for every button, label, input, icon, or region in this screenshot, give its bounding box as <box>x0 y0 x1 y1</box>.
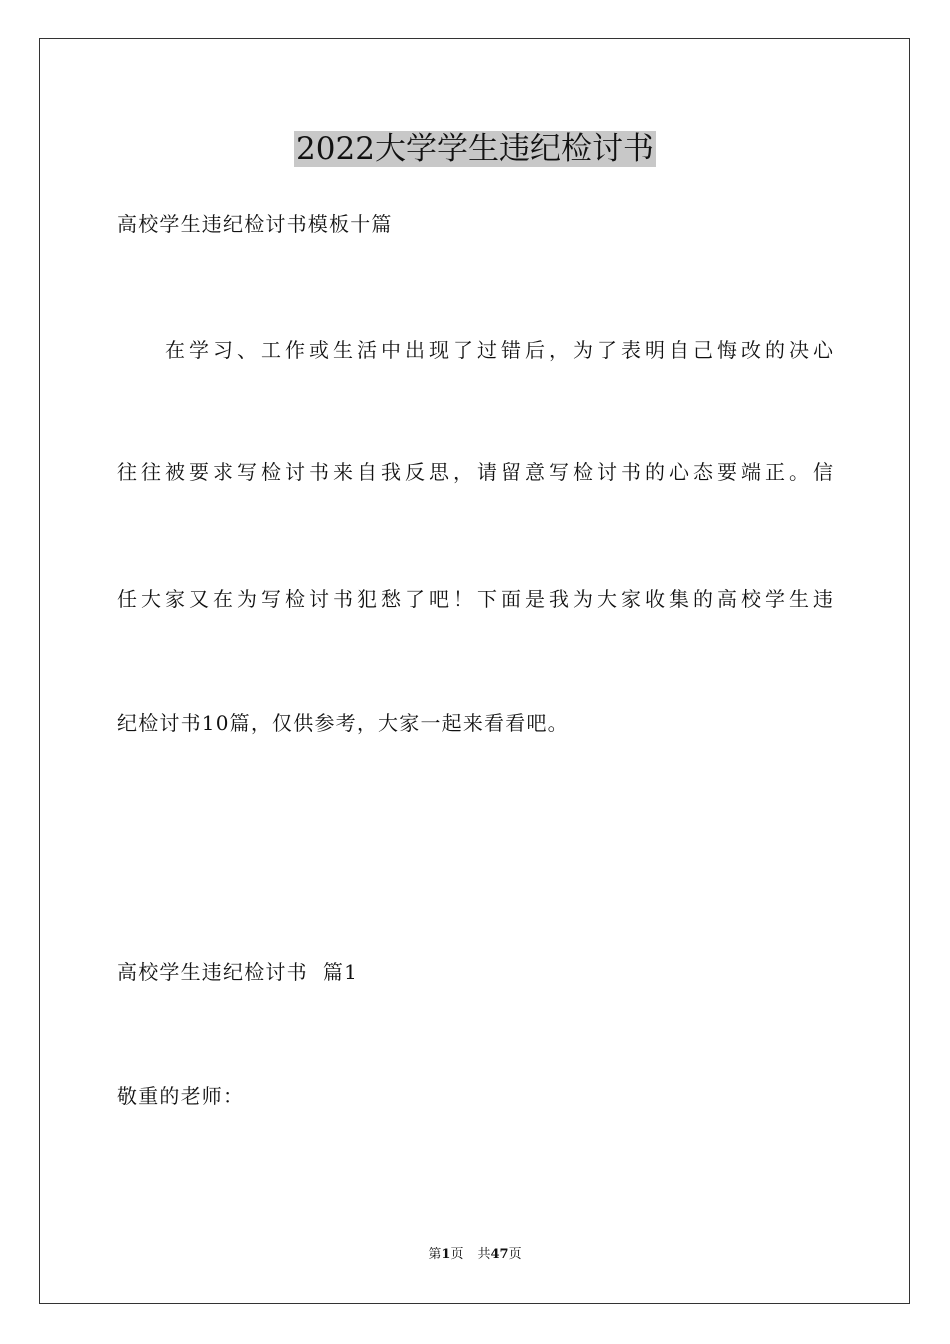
total-prefix: 共 <box>477 1247 491 1262</box>
page-prefix: 第 <box>428 1247 442 1262</box>
page-number: 1 <box>441 1247 451 1262</box>
intro-paragraph-line: 纪检讨书10篇，仅供参考，大家一起来看看吧。 <box>117 711 569 735</box>
intro-paragraph-line: 在学习、工作或生活中出现了过错后，为了表明自己悔改的决心 <box>165 338 833 362</box>
total-pages: 47 <box>490 1247 509 1262</box>
section-heading: 高校学生违纪检讨书 篇1 <box>117 960 359 984</box>
document-title <box>0 127 950 171</box>
salutation: 敬重的老师： <box>117 1084 245 1108</box>
intro-paragraph-line: 往往被要求写检讨书来自我反思，请留意写检讨书的心态要端正。信 <box>117 460 833 484</box>
document-title-text: 2022大学学生违纪检讨书 <box>296 131 654 167</box>
total-suffix: 页 <box>508 1247 522 1262</box>
page-suffix: 页 <box>450 1247 464 1262</box>
intro-paragraph-line: 任大家又在为写检讨书犯愁了吧！下面是我为大家收集的高校学生违 <box>117 587 833 611</box>
page-footer <box>0 1246 950 1264</box>
document-subtitle: 高校学生违纪检讨书模板十篇 <box>117 212 393 236</box>
